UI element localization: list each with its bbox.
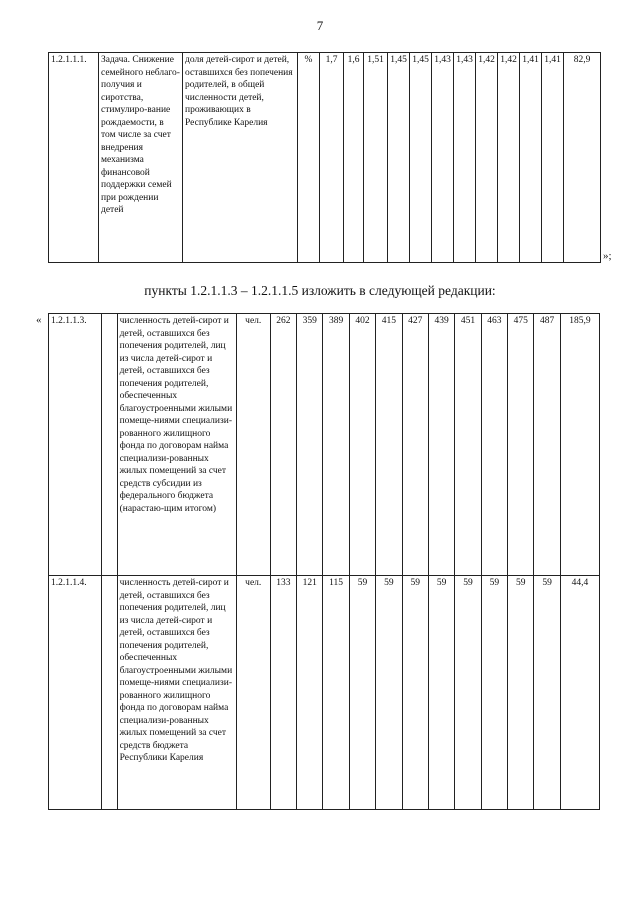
value-cell: 59: [428, 576, 454, 810]
value-cell: 59: [534, 576, 560, 810]
unit-cell: чел.: [236, 314, 270, 576]
value-cell: 1,45: [410, 53, 432, 263]
value-cell: 389: [323, 314, 349, 576]
row-code: 1.2.1.1.4.: [49, 576, 102, 810]
value-cell: 1,41: [542, 53, 564, 263]
unit-cell: чел.: [236, 576, 270, 810]
value-cell: 1,51: [364, 53, 388, 263]
value-cell: 402: [349, 314, 375, 576]
value-cell: 59: [376, 576, 402, 810]
table-row: [49, 576, 600, 810]
value-cell: 133: [270, 576, 296, 810]
value-cell: 475: [508, 314, 534, 576]
value-cell: 359: [297, 314, 323, 576]
value-cell: 1,43: [432, 53, 454, 263]
value-cell: 121: [297, 576, 323, 810]
value-cell: 463: [481, 314, 507, 576]
value-cell: 82,9: [564, 53, 601, 263]
value-cell: 115: [323, 576, 349, 810]
value-cell: 1,45: [388, 53, 410, 263]
value-cell: 1,41: [520, 53, 542, 263]
value-cell: 1,42: [476, 53, 498, 263]
value-cell: 59: [508, 576, 534, 810]
table-row: [49, 314, 600, 576]
task-text: Задача. Снижение семейного неблаго-получия и сиротства, стимулиро-вание рождаемости, в том числе за счет внедрения механизма финансовой поддержки семей при рождении детей: [99, 53, 183, 263]
value-cell: 59: [349, 576, 375, 810]
indicator-table-top: [48, 52, 601, 263]
row-code: 1.2.1.1.1.: [49, 53, 99, 263]
value-cell: 451: [455, 314, 481, 576]
value-cell: 439: [428, 314, 454, 576]
indicator-text: численность детей-сирот и детей, оставшихся без попечения родителей, лиц из числа детей-сирот и детей, оставшихся без попечения родителей, обеспеченных благоустроенными жилыми помеще-ниями специализи-рованного жилищного фонда по договорам найма специализи-рованных жилых помещений за счет средств субсидии из федерального бюджета (нарастаю-щим итогом): [117, 314, 236, 576]
value-cell: 44,4: [560, 576, 599, 810]
value-cell: 1,42: [498, 53, 520, 263]
value-cell: 1,6: [344, 53, 364, 263]
indicator-table-bottom: [48, 313, 600, 810]
value-cell: 185,9: [560, 314, 599, 576]
table-row: [49, 53, 601, 263]
empty-cell: [101, 576, 117, 810]
unit-cell: %: [298, 53, 320, 263]
value-cell: 427: [402, 314, 428, 576]
empty-cell: [101, 314, 117, 576]
value-cell: 59: [402, 576, 428, 810]
amendment-heading: пункты 1.2.1.1.3 – 1.2.1.1.5 изложить в следующей редакции:: [144, 283, 496, 298]
row-code: 1.2.1.1.3.: [49, 314, 102, 576]
indicator-text: доля детей-сирот и детей, оставшихся без попечения родителей, в общей численности детей, проживающих в Республике Карелия: [183, 53, 298, 263]
closing-quote-mark: »;: [603, 250, 612, 262]
page-number: 7: [316, 18, 324, 33]
value-cell: 262: [270, 314, 296, 576]
value-cell: 487: [534, 314, 560, 576]
value-cell: 59: [481, 576, 507, 810]
opening-quote-mark: «: [36, 314, 42, 326]
value-cell: 1,43: [454, 53, 476, 263]
value-cell: 59: [455, 576, 481, 810]
value-cell: 1,7: [320, 53, 344, 263]
indicator-text: численность детей-сирот и детей, оставшихся без попечения родителей, лиц из числа детей-сирот и детей, оставшихся без попечения родителей, обеспеченных благоустроенными жилыми помеще-ниями специализи-рованного жилищного фонда по договорам найма специализи-рованных жилых помещений за счет средств бюджета Республики Карелия: [117, 576, 236, 810]
value-cell: 415: [376, 314, 402, 576]
